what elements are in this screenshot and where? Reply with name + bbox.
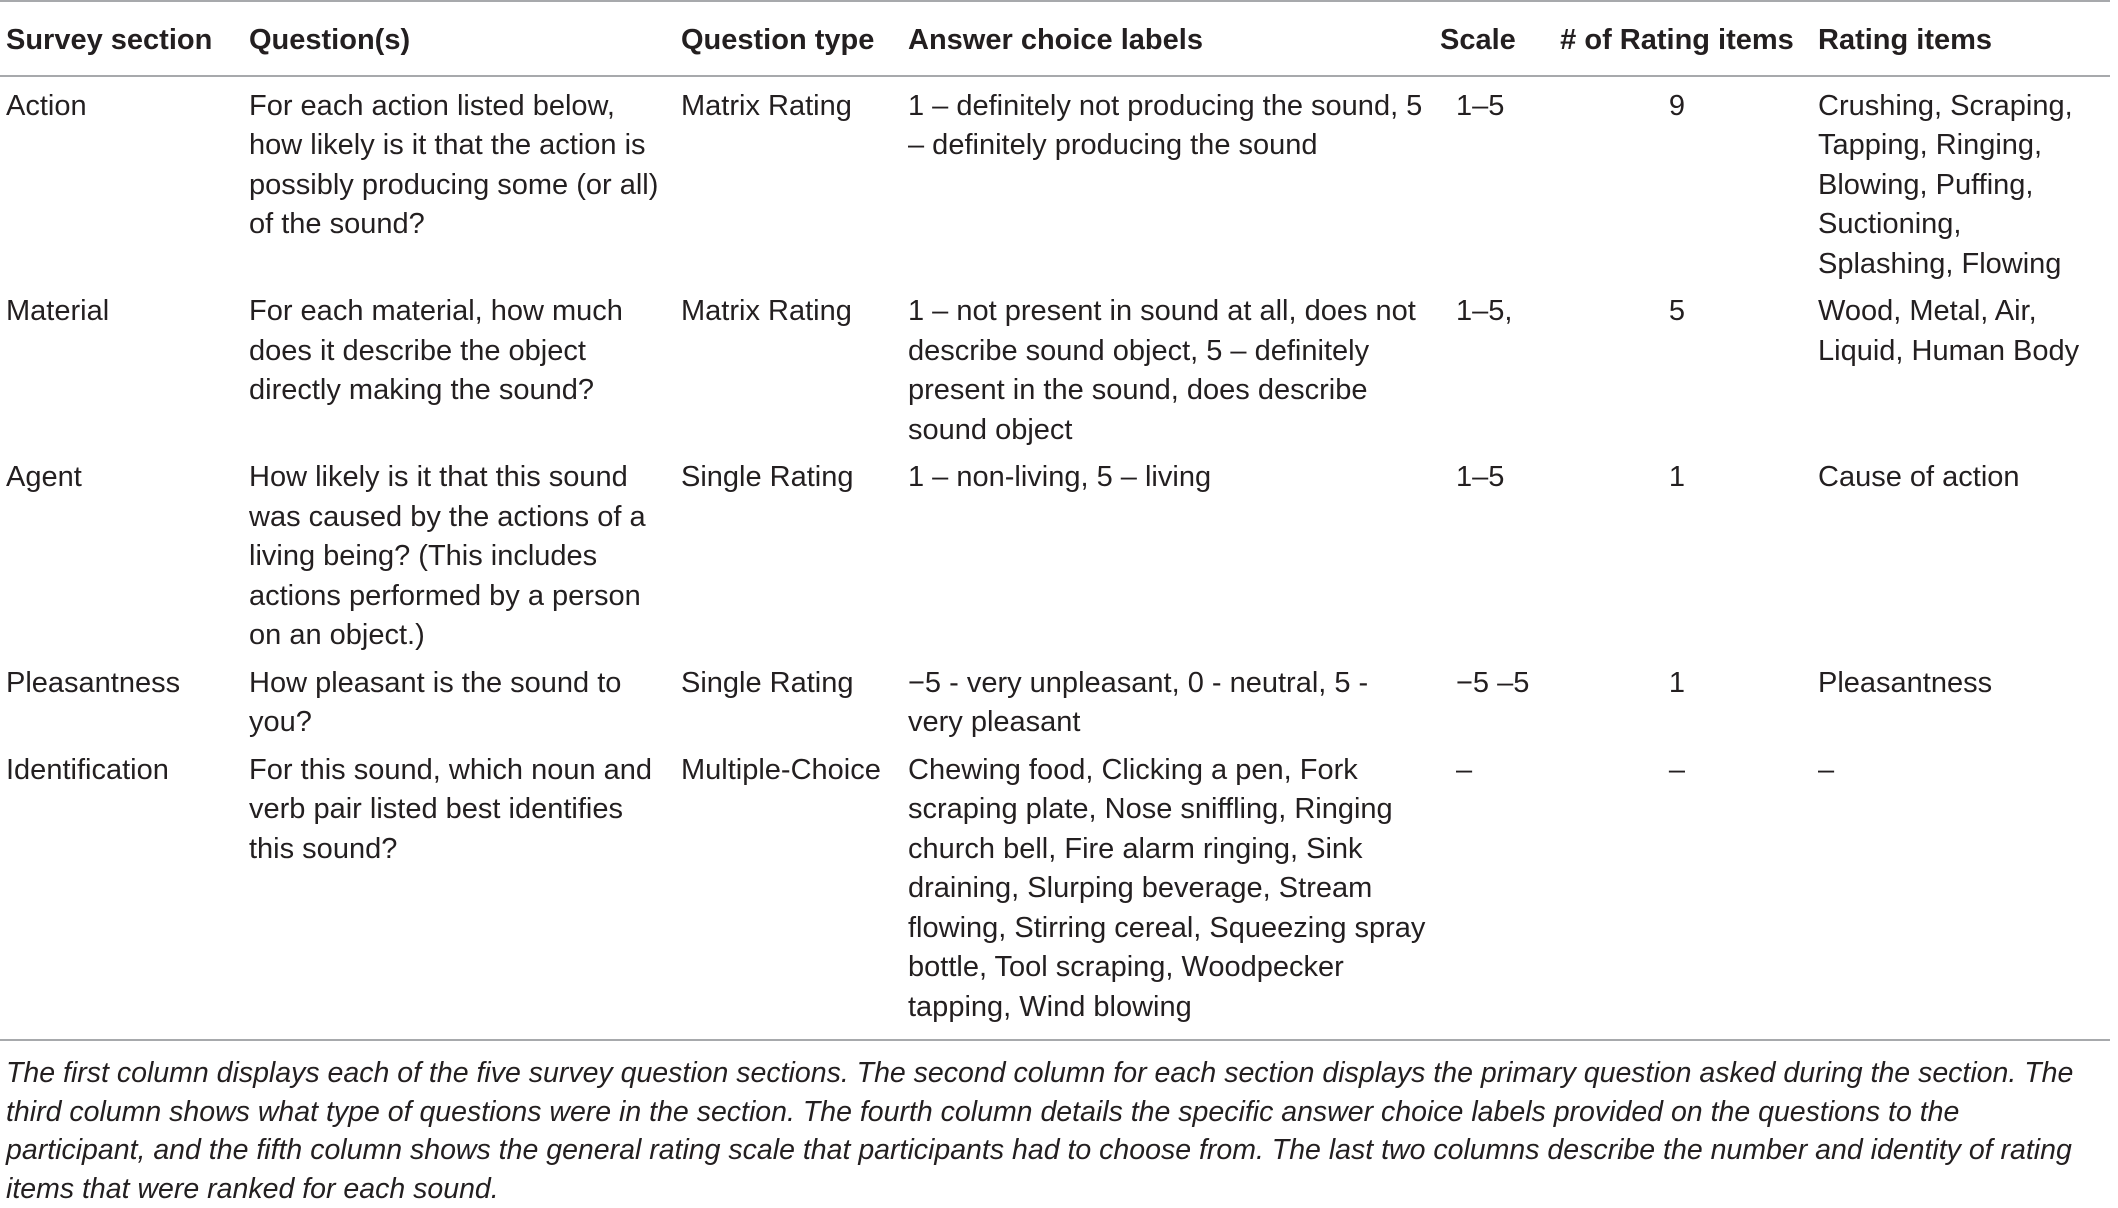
cell-type: Matrix Rating <box>681 89 852 122</box>
cell-question: How pleasant is the sound to you? <box>249 666 622 738</box>
cell-scale: 1–5, <box>1456 295 1513 327</box>
table-body <box>0 76 2110 1041</box>
cell-type: Single Rating <box>681 666 854 699</box>
cell-scale: – <box>1434 751 1542 1041</box>
header-survey-section: Survey section <box>0 1 243 76</box>
cell-section: Action <box>6 89 87 122</box>
cell-items: Crushing, Scraping, Tapping, Ringing, Blowing, Puffing, Suctioning, Splashing, Flowing <box>1818 89 2073 280</box>
cell-labels: 1 – not present in sound at all, does not describe sound object, 5 – definitely present in the sound, does describe sound object <box>908 295 1416 446</box>
cell-scale: −5 –5 <box>1456 666 1530 699</box>
cell-labels: −5 - very unpleasant, 0 - neutral, 5 - very pleasant <box>908 666 1369 738</box>
cell-type: Matrix Rating <box>681 295 852 327</box>
cell-type: Multiple-Choice <box>675 751 902 1041</box>
cell-section: Material <box>6 295 110 327</box>
cell-section: Pleasantness <box>6 666 181 699</box>
header-row <box>0 1 2110 76</box>
header-scale: Scale <box>1434 1 1542 76</box>
cell-items: Cause of action <box>1818 461 2020 493</box>
cell-num-items: 5 <box>1668 295 1686 327</box>
table-caption: The first column displays each of the five survey question sections. The second column for each section displays the primary question asked during the section. The third column shows what type of questions were in the section. The fourth column details the specific answer choice labels provided on the questions to the participant, and the fifth column shows the general rating scale that participants had to choose from. The last two columns describe the number and identity of rating items that were ranked for each sound. <box>6 1057 2074 1205</box>
cell-type: Single Rating <box>681 461 854 493</box>
cell-labels: 1 – definitely not producing the sound, 5 – definitely producing the sound <box>908 89 1423 161</box>
cell-section: Agent <box>6 461 82 493</box>
table-row <box>0 76 2110 293</box>
cell-num-items: – <box>1542 751 1812 1041</box>
table-row <box>0 751 2110 1041</box>
cell-section: Identification <box>0 751 243 1041</box>
header-question-type: Question type <box>675 1 902 76</box>
cell-num-items: 1 <box>1668 666 1686 699</box>
cell-items: Wood, Metal, Air, Liquid, Human Body <box>1818 295 2080 367</box>
cell-num-items: 1 <box>1668 461 1686 493</box>
cell-items: Pleasantness <box>1818 666 1993 699</box>
header-answer-labels: Answer choice labels <box>902 1 1434 76</box>
cell-question: For this sound, which noun and verb pair listed best identifies this sound? <box>243 751 675 1041</box>
table-row <box>0 292 2110 458</box>
cell-items: – <box>1812 751 2110 1041</box>
cell-question: How likely is it that this sound was caused by the actions of a living being? (This includes actions performed by a person on an object.) <box>249 461 646 651</box>
cell-scale: 1–5 <box>1456 461 1505 493</box>
cell-labels: Chewing food, Clicking a pen, Fork scraping plate, Nose sniffling, Ringing church bell, Fire alarm ringing, Sink draining, Slurping beverage, Stream flowing, Stirring cereal, Squeezing spray bottle, Tool scraping, Woodpecker tapping, Wind blowing <box>902 751 1434 1041</box>
header-questions: Question(s) <box>243 1 675 76</box>
cell-num-items: 9 <box>1668 89 1686 122</box>
cell-labels: 1 – non-living, 5 – living <box>908 461 1212 493</box>
cell-scale: 1–5 <box>1456 89 1505 122</box>
header-rating-items: Rating items <box>1812 1 2110 76</box>
cell-question: For each material, how much does it describe the object directly making the sound? <box>249 295 623 406</box>
header-num-rating-items: # of Rating items <box>1542 1 1812 76</box>
table-row <box>0 664 2110 751</box>
table-row <box>0 458 2110 664</box>
table-header <box>0 1 2110 76</box>
cell-question: For each action listed below, how likely is it that the action is possibly producing some (or all) of the sound? <box>249 89 659 240</box>
